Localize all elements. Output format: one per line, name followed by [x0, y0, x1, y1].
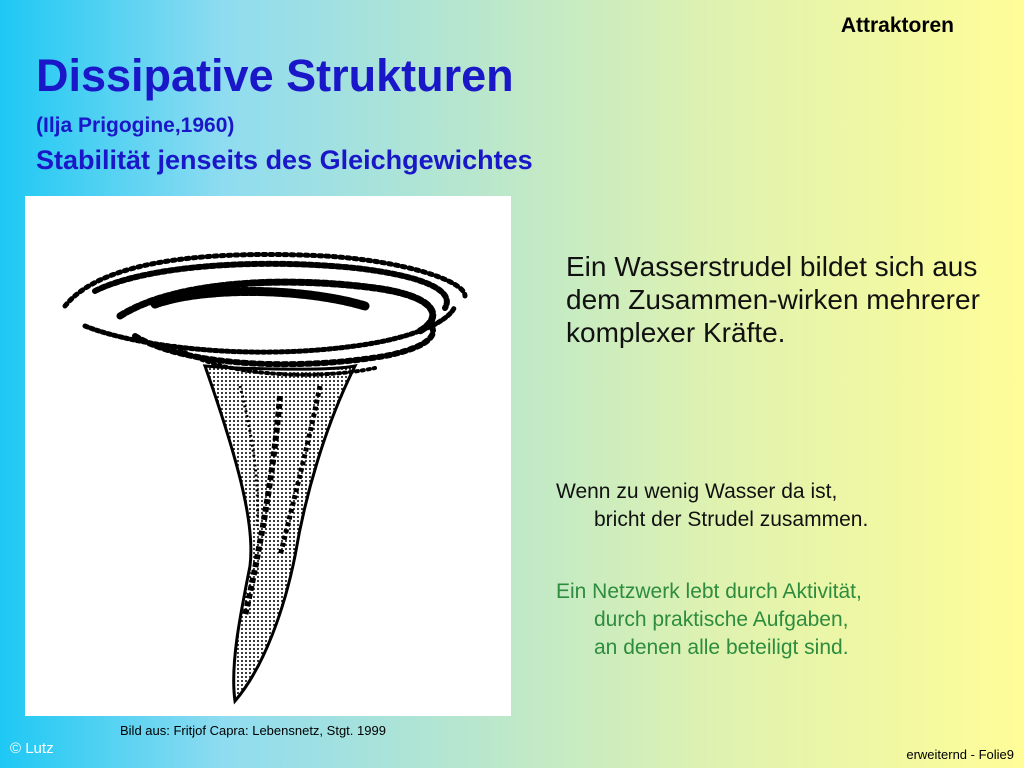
slide-subtitle-author: (Ilja Prigogine,1960) — [36, 114, 235, 137]
slide-number-footer: erweiternd - Folie9 — [906, 747, 1014, 762]
main-paragraph: Ein Wasserstrudel bildet sich aus dem Zusammen-wirken mehrerer komplexer Kräfte. — [566, 251, 980, 349]
paragraph-network — [556, 578, 976, 662]
paragraph-line: bricht der Strudel zusammen. — [594, 507, 869, 531]
paragraph-water-shortage — [556, 478, 976, 534]
whirlpool-image — [25, 196, 511, 716]
copyright-footer: © Lutz — [10, 740, 54, 757]
paragraph-line: Wenn zu wenig Wasser da ist, — [556, 480, 838, 503]
paragraph-line: an denen alle beteiligt sind. — [594, 635, 849, 659]
slide-title: Dissipative Strukturen — [36, 50, 514, 101]
slide-subtitle: Stabilität jenseits des Gleichgewichtes — [36, 145, 533, 175]
paragraph-line: durch praktische Aufgaben, — [594, 607, 849, 631]
figure-caption: Bild aus: Fritjof Capra: Lebensnetz, Stgt. 1999 — [120, 723, 386, 738]
topic-label: Attraktoren — [840, 14, 954, 37]
whirlpool-illustration-icon — [25, 196, 511, 716]
paragraph-line: Ein Netzwerk lebt durch Aktivität, — [556, 580, 862, 603]
